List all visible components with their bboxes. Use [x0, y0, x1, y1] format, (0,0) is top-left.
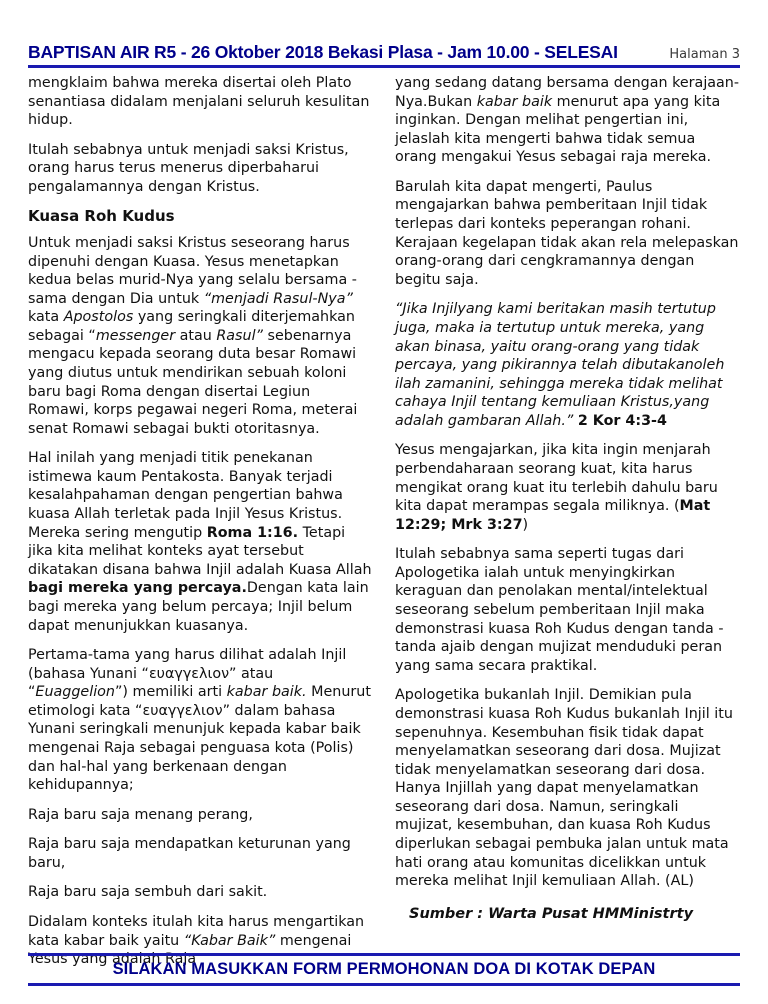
paragraph	[28, 646, 373, 795]
paragraph: Apologetika bukanlah Injil. Demikian pula demonstrasi kuasa Roh Kudus bukanlah Injil itu sepenuhnya. Kesembuhan fisik tidak dapat menyelamatkan seseorang dari dosa. Mujizat tidak menyelamatkan seseorang dari dosa. Hanya Injillah yang dapat menyelamatkan seseorang dari dosa. Namun, seringkali mujizat, kesembuhan, dan kuasa Roh Kudus diperlukan sebagai pembuka jalan untuk mata hati orang atau komunitas dicelikkan untuk mereka melihat Injil kemuliaan Allah. (AL)	[395, 687, 733, 890]
scripture-reference: Mat 12:29; Mrk 3:27	[395, 498, 711, 533]
text-run-italic: “menjadi Rasul-Nya”	[203, 290, 353, 307]
text-run: kata	[28, 309, 64, 326]
header-title: BAPTISAN AIR R5 - 26 Oktober 2018 Bekasi Plasa - Jam 10.00 - SELESAI	[28, 42, 618, 62]
text-run-italic: kabar baik	[476, 93, 553, 110]
text-run: menurut apa yang kita inginkan. Dengan melihat pengertian ini, jelaslah kita mengerti bahwa tidak semua orang mengakui Yesus sebagai raja mereka.	[395, 93, 721, 166]
text-run: )	[522, 516, 529, 533]
page-footer	[28, 953, 740, 986]
text-run: Menurut etimologi kata “ευαγγελιον” dalam bahasa Yunani seringkali menunjuk kepada kabar baik mengenai Raja sebagai penguasa kota (Polis) dan hal-hal yang berkenaan dengan kehidupannya;	[28, 684, 371, 794]
paragraph: Barulah kita dapat mengerti, Paulus mengajarkan bahwa pemberitaan Injil tidak terlepas dari konteks peperangan rohani. Kerajaan kegelapan tidak akan rela melepaskan orang-orang dari cengkramannya dengan begitu saja.	[395, 178, 739, 288]
paragraph: mengklaim bahwa mereka disertai oleh Plato senantiasa didalam menjalani seluruh kesulitan hidup.	[28, 75, 370, 129]
scripture-quote	[395, 300, 740, 430]
article-columns	[28, 74, 740, 968]
right-column	[395, 74, 740, 936]
text-run: ”) memiliki arti	[114, 684, 227, 701]
paragraph	[395, 74, 740, 167]
left-column	[28, 74, 373, 968]
text-run: yang seringkali diterjemahkan sebagai “	[28, 309, 355, 344]
source-credit: Sumber : Warta Pusat HMMinistrty	[409, 905, 694, 922]
text-run: Yesus mengajarkan, jika kita ingin menjarah perbendaharaan seorang kuat, kita harus mengikat orang kuat itu terlebih dahulu baru kita dapat merampas segala miliknya. (	[395, 442, 718, 515]
text-run-bold: bagi mereka yang percaya.	[28, 580, 247, 597]
paragraph: Raja baru saja mendapatkan keturunan yang baru,	[28, 836, 351, 871]
scripture-reference: 2 Kor 4:3-4	[577, 412, 667, 429]
text-run: Pertama-tama yang harus dilihat adalah Injil (bahasa Yunani “ευαγγελιον” atau “	[28, 647, 347, 701]
text-run-italic: messenger	[95, 327, 176, 344]
text-run-italic: kabar baik.	[226, 684, 307, 701]
paragraph	[28, 234, 373, 438]
text-run: Didalam konteks itulah kita harus mengartikan kata kabar baik yaitu	[28, 914, 365, 949]
text-run-italic: Apostolos	[63, 309, 134, 326]
paragraph	[395, 441, 740, 534]
footer-notice: SILAKAN MASUKKAN FORM PERMOHONAN DOA DI KOTAK DEPAN	[112, 960, 656, 978]
text-run-italic: “Kabar Baik”	[183, 932, 276, 949]
paragraph	[28, 449, 373, 635]
text-run: Untuk menjadi saksi Kristus seseorang harus dipenuhi dengan Kuasa. Yesus menetapkan kedua belas murid-Nya yang selalu bersama -sama dengan Dia untuk	[28, 234, 357, 307]
text-run: atau	[175, 327, 217, 344]
text-run: Dengan kata lain bagi mereka yang belum percaya; Injil belum dapat menunjukkan kuasanya.	[28, 580, 369, 634]
text-run: Tetapi jika kita melihat konteks ayat tersebut dikatakan disana bahwa Injil adalah Kuasa Allah	[28, 524, 372, 578]
text-run: yang sedang datang bersama dengan kerajaan-Nya.Bukan	[395, 75, 740, 110]
paragraph: Itulah sebabnya sama seperti tugas dari Apologetika ialah untuk menyingkirkan keraguan dan penolakan mental/intelektual seseorang sebelum pemberitaan Injil maka demonstrasi kuasa Roh Kudus dengan tanda -tanda ajaib dengan mujizat menduduki peran yang sama secara praktikal.	[395, 546, 724, 674]
page-number-label: Halaman 3	[669, 47, 740, 62]
scripture-reference: Roma 1:16.	[206, 524, 299, 541]
text-run-italic: Euaggelion	[35, 684, 115, 701]
text-run-italic: Rasul”	[216, 327, 263, 344]
text-run: Hal inilah yang menjadi titik penekanan istimewa kaum Pentakosta. Banyak terjadi kesalahpahaman dengan pengertian bahwa kuasa Allah terletak pada Injil Yesus Kristus. Mereka sering mengutip	[28, 450, 343, 541]
section-heading: Kuasa Roh Kudus	[28, 207, 175, 226]
page-header	[28, 42, 740, 68]
paragraph: Raja baru saja sembuh dari sakit.	[28, 884, 268, 901]
paragraph: Raja baru saja menang perang,	[28, 806, 253, 823]
text-run: mengenai Yesus yang adalah Raja	[28, 932, 352, 968]
paragraph: Itulah sebabnya untuk menjadi saksi Kristus, orang harus terus menerus diperbaharui pengalamannya dengan Kristus.	[28, 141, 349, 195]
quote-text: “Jika Injilyang kami beritakan masih tertutup juga, maka ia tertutup untuk mereka, yang akan binasa, yaitu orang-orang yang tidak percaya, yang pikirannya telah dibutakanoleh ilah zamanini, sehingga mereka tidak melihat cahaya Injil tentang kemuliaan Kristus,yang adalah gambaran Allah.”	[395, 301, 725, 429]
text-run: sebenarnya mengacu kepada seorang duta besar Romawi yang diutus untuk mendirikan sebuah koloni baru bagi Roma dengan disertai Legiun Romawi, korps pegawai negeri Roma, meterai senat Romawi sebagai bukti otoritasnya.	[28, 327, 358, 437]
